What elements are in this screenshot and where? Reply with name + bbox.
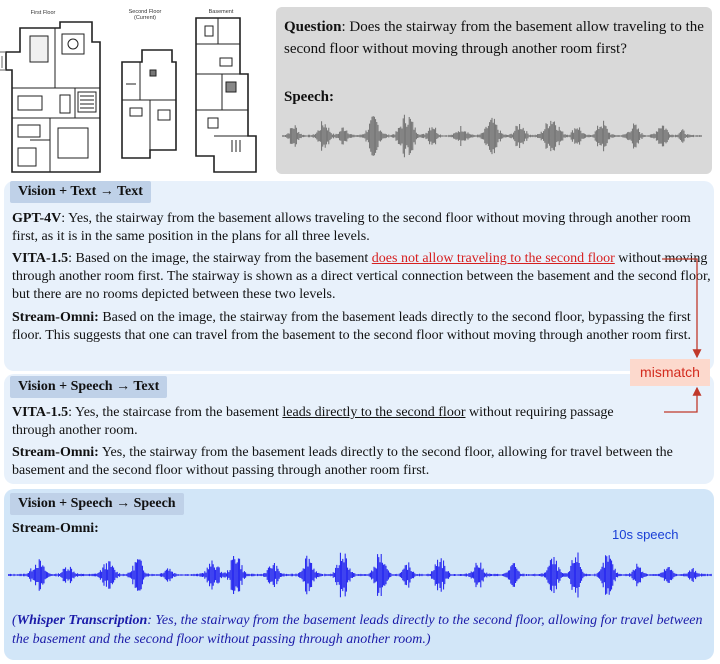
whisper-label: Whisper Transcription — [16, 613, 148, 628]
vita-wrong-claim: does not allow traveling to the second floor — [371, 251, 615, 266]
stream-omni-response-text: Based on the image, the stairway from the basement leads directly to the second floor, bypassing the first floor. This suggests that one can travel from the basement to the second floor without moving through another room first. — [12, 310, 691, 343]
first-floor-plan — [0, 22, 100, 172]
vita-vt-response — [12, 250, 712, 304]
question-body: : Does the stairway from the basement allow traveling to the second floor without moving through another room first? — [284, 19, 704, 57]
stream-omni-model-name: Stream-Omni: — [12, 310, 99, 325]
question-panel — [276, 7, 712, 174]
vision-text-panel — [4, 181, 714, 371]
vita-response-start: : Based on the image, the stairway from the basement — [68, 251, 372, 266]
basement-plan — [196, 18, 256, 172]
question-text — [284, 16, 704, 60]
floor-plan-drawings — [0, 0, 270, 178]
whisper-open-paren: ( — [12, 613, 17, 628]
stream-omni-vs-response — [12, 444, 712, 480]
question-speech-waveform — [282, 107, 702, 165]
vision-speech-text-panel — [4, 374, 714, 484]
vita-vs-response — [12, 404, 632, 440]
vita-vs-claim: leads directly to the second floor — [282, 405, 466, 420]
gpt4v-model-name: GPT-4V — [12, 211, 62, 226]
second-floor-plan — [122, 50, 176, 158]
mismatch-badge: mismatch — [630, 359, 710, 386]
vita-vs-response-end: without requiring passage through another room. — [12, 405, 614, 438]
basement-label: Basement — [208, 9, 234, 15]
stream-omni-speech-label: Stream-Omni: — [12, 521, 99, 536]
second-floor-label-line2: (Current) — [133, 15, 156, 21]
whisper-text: : Yes, the stairway from the basement leads directly to the second floor, allowing for travel between the basement and the second floor without passing through another room.) — [12, 613, 703, 647]
vision-speech-text-tag: Vision + Speech → Text — [10, 376, 167, 398]
floor-plans-figure — [0, 0, 270, 178]
question-label: Question — [284, 19, 342, 35]
vita-vs-response-start: : Yes, the staircase from the basement — [68, 405, 283, 420]
stream-omni-vs-response-text: Yes, the stairway from the basement leads directly to the second floor, allowing for travel between the basement and the second floor without passing through another room first. — [12, 445, 673, 478]
gpt4v-response — [12, 210, 712, 246]
speech-label: Speech: — [284, 89, 334, 105]
whisper-transcription — [12, 611, 710, 649]
vita-response-end: without moving through another room first. The stairway is shown as a direct vertical connection between the basement and the second floor, but there are no rooms depicted between these two levels. — [12, 251, 711, 302]
second-floor-label-line1: Second Floor — [128, 9, 162, 15]
speech-duration-label: 10s speech — [612, 527, 679, 542]
stream-omni-vt-response — [12, 309, 712, 345]
waveform-trace — [8, 553, 711, 598]
vision-text-tag: Vision + Text → Text — [10, 181, 151, 203]
vita-model-name: VITA-1.5 — [12, 251, 69, 266]
first-floor-label: First Floor — [30, 10, 56, 16]
stream-omni-vs-model-name: Stream-Omni: — [12, 445, 99, 460]
answer-speech-waveform — [8, 537, 712, 613]
waveform-trace — [282, 115, 702, 158]
gpt4v-response-text: : Yes, the stairway from the basement allows traveling to the second floor without moving through another room first, as it is in the same position in the plans for all three levels. — [12, 211, 691, 244]
vision-speech-speech-tag: Vision + Speech → Speech — [10, 493, 184, 515]
vita-vs-model-name: VITA-1.5 — [12, 405, 69, 420]
